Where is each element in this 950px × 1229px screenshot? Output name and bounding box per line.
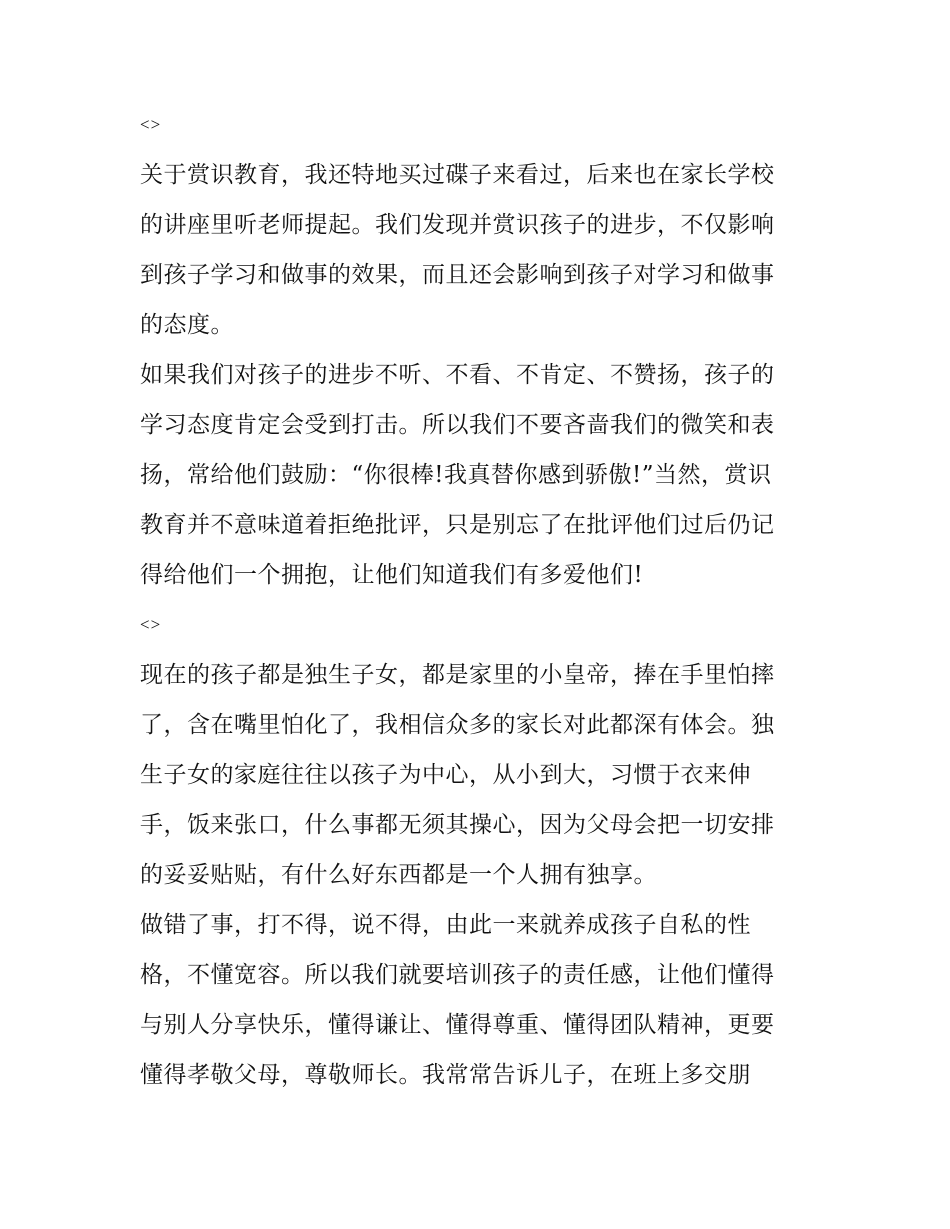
text-line: 到孩子学习和做事的效果，而且还会影响到孩子对学习和做事 xyxy=(140,262,775,288)
text-line: 如果我们对孩子的进步不听、不看、不肯定、不赞扬，孩子的 xyxy=(140,362,775,388)
text-line: 的妥妥贴贴，有什么好东西都是一个人拥有独享。 xyxy=(140,862,657,888)
text-line: 教育并不意味道着拒绝批评，只是别忘了在批评他们过后仍记 xyxy=(140,512,775,538)
paragraph xyxy=(140,650,812,900)
text-line: 懂得孝敬父母，尊敬师长。我常常告诉儿子，在班上多交朋 xyxy=(140,1062,751,1088)
text-line: 了，含在嘴里怕化了，我相信众多的家长对此都深有体会。独 xyxy=(140,712,775,738)
text-line: 生子女的家庭往往以孩子为中心，从小到大，习惯于衣来伸 xyxy=(140,762,751,788)
text-line: 现在的孩子都是独生子女，都是家里的小皇帝，捧在手里怕摔 xyxy=(140,662,775,688)
text-line: 的态度。 xyxy=(140,312,234,338)
text-line: 的讲座里听老师提起。我们发现并赏识孩子的进步，不仅影响 xyxy=(140,212,775,238)
text-line: 扬，常给他们鼓励：“你很棒!我真替你感到骄傲!”当然，赏识 xyxy=(140,462,772,488)
section-marker: <> xyxy=(140,115,162,134)
text-line: 做错了事，打不得，说不得，由此一来就养成孩子自私的性 xyxy=(140,912,751,938)
text-line: 手，饭来张口，什么事都无须其操心，因为父母会把一切安排 xyxy=(140,812,775,838)
paragraph xyxy=(140,900,812,1100)
text-line: 关于赏识教育，我还特地买过碟子来看过，后来也在家长学校 xyxy=(140,162,775,188)
text-line: 格，不懂宽容。所以我们就要培训孩子的责任感，让他们懂得 xyxy=(140,962,775,988)
text-line: 得给他们一个拥抱，让他们知道我们有多爱他们! xyxy=(140,562,644,588)
document-body xyxy=(140,100,812,1100)
paragraph xyxy=(140,350,812,600)
text-line: 与别人分享快乐，懂得谦让、懂得尊重、懂得团队精神，更要 xyxy=(140,1012,775,1038)
section xyxy=(140,100,812,600)
section-marker: <> xyxy=(140,615,162,634)
text-line: 学习态度肯定会受到打击。所以我们不要吝啬我们的微笑和表 xyxy=(140,412,775,438)
paragraph xyxy=(140,150,812,350)
section xyxy=(140,600,812,1100)
